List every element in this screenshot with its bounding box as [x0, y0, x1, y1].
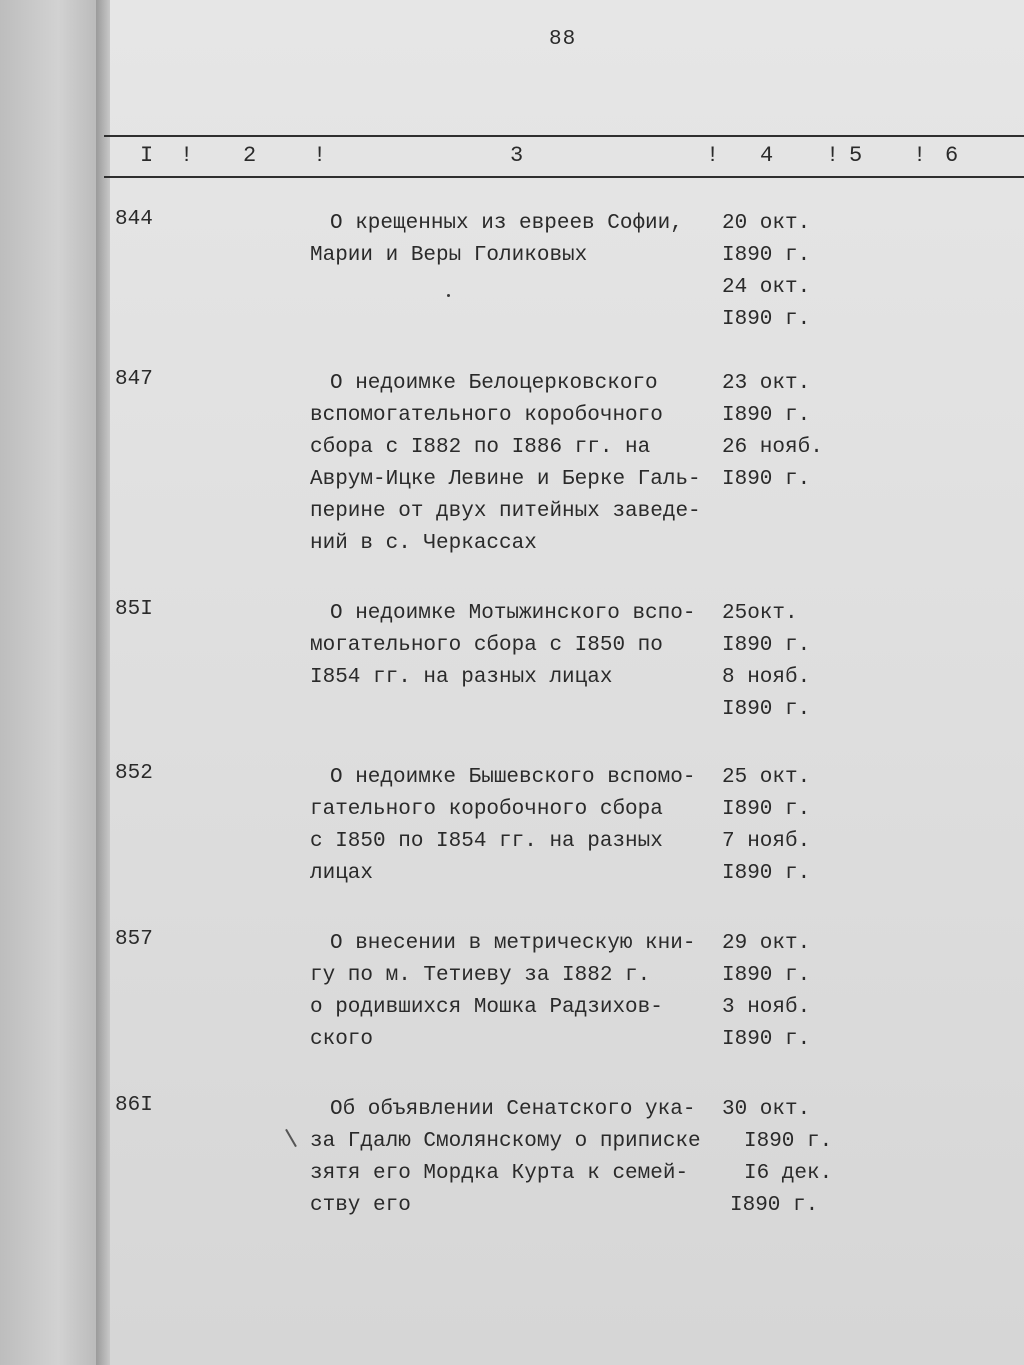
description-line: лицах — [310, 862, 374, 885]
entry-number: 86I — [115, 1094, 153, 1117]
description-line: ний в с. Черкассах — [310, 532, 537, 555]
year-end: I890 г. — [730, 1194, 819, 1217]
description-line: О крещенных из евреев Софии, — [330, 212, 683, 235]
entry-description — [310, 368, 730, 560]
date-end: 26 нояб. — [722, 436, 823, 459]
year-start: I890 г. — [722, 244, 811, 267]
date-end: 8 нояб. — [722, 666, 811, 689]
year-start: I890 г. — [722, 798, 811, 821]
entry-description — [310, 1094, 730, 1222]
entry-description — [310, 928, 730, 1056]
description-line: О недоимке Белоцерковского — [330, 372, 658, 395]
description-line: О недоимке Мотыжинского вспо- — [330, 602, 696, 625]
column-separator: ! — [826, 143, 840, 168]
description-line: с I850 по I854 гг. на разных — [310, 830, 663, 853]
description-line: Марии и Веры Голиковых — [310, 244, 588, 267]
header-rule-bottom — [104, 176, 1024, 178]
column-separator: ! — [313, 143, 327, 168]
column-header-4: 4 — [760, 143, 774, 168]
year-end: I890 г. — [722, 1028, 811, 1051]
entry-number: 857 — [115, 928, 153, 951]
date-end: I6 дек. — [744, 1162, 833, 1185]
entry-dates — [722, 208, 852, 336]
date-start: 29 окт. — [722, 932, 811, 955]
date-start: 20 окт. — [722, 212, 811, 235]
year-start: I890 г. — [744, 1130, 833, 1153]
year-start: I890 г. — [722, 404, 811, 427]
column-header-5: 5 — [849, 143, 863, 168]
entry-dates — [722, 762, 852, 890]
header-rule-top — [104, 135, 1024, 137]
entry-number: 847 — [115, 368, 153, 391]
description-line: I854 гг. на разных лицах — [310, 666, 613, 689]
column-header-2: 2 — [243, 143, 257, 168]
year-start: I890 г. — [722, 634, 811, 657]
entry-dates — [722, 1094, 852, 1222]
previous-page-edge — [0, 0, 106, 1365]
entry-dates — [722, 928, 852, 1056]
description-line: Об объявлении Сенатского ука- — [330, 1098, 696, 1121]
entry-description — [310, 762, 730, 890]
date-end: 7 нояб. — [722, 830, 811, 853]
entry-number: 852 — [115, 762, 153, 785]
date-start: 23 окт. — [722, 372, 811, 395]
column-separator: ! — [706, 143, 720, 168]
description-line: за Гдалю Смолянскому о приписке — [310, 1130, 701, 1153]
date-end: 3 нояб. — [722, 996, 811, 1019]
description-line: вспомогательного коробочного — [310, 404, 663, 427]
column-header-3: 3 — [510, 143, 524, 168]
description-line: перине от двух питейных заведе- — [310, 500, 701, 523]
entry-dates — [722, 598, 852, 726]
ink-speck — [447, 294, 450, 297]
description-line: о родившихся Мошка Радзихов- — [310, 996, 663, 1019]
column-separator: ! — [180, 143, 194, 168]
binding-shadow — [96, 0, 110, 1365]
date-start: 25окт. — [722, 602, 798, 625]
year-end: I890 г. — [722, 308, 811, 331]
description-line: ству его — [310, 1194, 411, 1217]
year-end: I890 г. — [722, 698, 811, 721]
date-start: 25 окт. — [722, 766, 811, 789]
column-separator: ! — [913, 143, 927, 168]
entry-number: 844 — [115, 208, 153, 231]
entry-description — [310, 598, 730, 694]
description-line: Аврум-Ицке Левине и Берке Галь- — [310, 468, 701, 491]
date-start: 30 окт. — [722, 1098, 811, 1121]
entry-number: 85I — [115, 598, 153, 621]
description-line: сбора с I882 по I886 гг. на — [310, 436, 651, 459]
entry-description — [310, 208, 730, 272]
date-end: 24 окт. — [722, 276, 811, 299]
description-line: О недоимке Бышевского вспомо- — [330, 766, 696, 789]
description-line: гательного коробочного сбора — [310, 798, 663, 821]
description-line: ского — [310, 1028, 374, 1051]
year-end: I890 г. — [722, 862, 811, 885]
column-header-6: 6 — [945, 143, 959, 168]
description-line: О внесении в метрическую кни- — [330, 932, 696, 955]
description-line: могательного сбора с I850 по — [310, 634, 663, 657]
year-start: I890 г. — [722, 964, 811, 987]
column-header-1: I — [140, 143, 154, 168]
entry-dates — [722, 368, 852, 496]
page-number: 88 — [549, 28, 577, 51]
year-end: I890 г. — [722, 468, 811, 491]
description-line: гу по м. Тетиеву за I882 г. — [310, 964, 651, 987]
description-line: зятя его Мордка Курта к семей- — [310, 1162, 689, 1185]
